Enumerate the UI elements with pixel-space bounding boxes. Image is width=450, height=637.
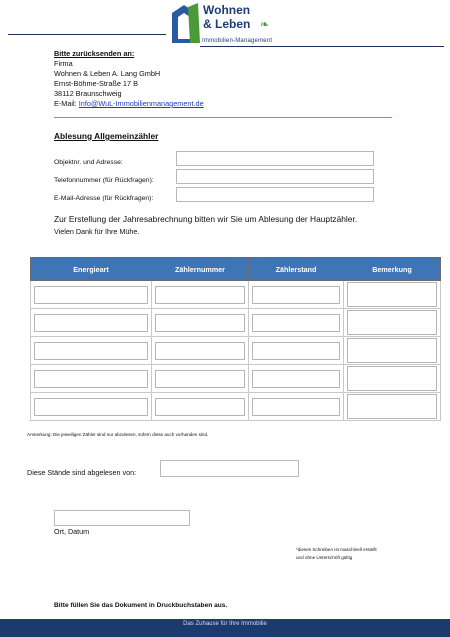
object-address-label: Objektnr. und Adresse: <box>54 159 123 166</box>
address-line-1: Firma <box>54 59 73 68</box>
meter-number-input[interactable] <box>155 370 245 388</box>
address-line-3: Ernst-Böhme-Straße 17 B <box>54 79 138 88</box>
header-remark: Bemerkung <box>344 258 441 281</box>
table-cell-remark <box>344 337 441 365</box>
email-address-field[interactable] <box>176 187 374 202</box>
meter-number-input[interactable] <box>155 342 245 360</box>
top-rule-left <box>8 34 166 35</box>
table-cell-energy-type <box>31 337 152 365</box>
table-cell-remark <box>344 365 441 393</box>
meter-number-input[interactable] <box>155 398 245 416</box>
meter-reading-input[interactable] <box>252 398 340 416</box>
table-header-row <box>31 258 441 281</box>
table-cell-energy-type <box>31 309 152 337</box>
place-date-field[interactable] <box>54 510 190 526</box>
email-label: E-Mail: <box>54 99 79 108</box>
table-cell-meter-reading <box>249 281 344 309</box>
table-row <box>31 365 441 393</box>
table-cell-meter-reading <box>249 337 344 365</box>
remark-input[interactable] <box>347 310 437 335</box>
remark-input[interactable] <box>347 366 437 391</box>
table-note: Anmerkung: Die jeweiligen Zähler sind nur abzulesen, sofern diese auch vorhanden sind. <box>27 432 209 437</box>
energy-type-input[interactable] <box>34 370 148 388</box>
table-cell-energy-type <box>31 365 152 393</box>
remark-input[interactable] <box>347 394 437 419</box>
table-cell-energy-type <box>31 393 152 421</box>
table-cell-meter-reading <box>249 309 344 337</box>
header-meter-reading: Zählerstand <box>249 258 344 281</box>
energy-type-input[interactable] <box>34 342 148 360</box>
table-cell-remark <box>344 393 441 421</box>
energy-type-input[interactable] <box>34 398 148 416</box>
place-date-label: Ort, Datum <box>54 527 90 536</box>
object-address-field[interactable] <box>176 151 374 166</box>
table-cell-meter-reading <box>249 393 344 421</box>
meter-number-input[interactable] <box>155 314 245 332</box>
thanks-text: Vielen Dank für Ihre Mühe. <box>54 227 140 236</box>
table-cell-meter-reading <box>249 365 344 393</box>
remark-input[interactable] <box>347 338 437 363</box>
top-rule-right <box>200 46 444 47</box>
machine-note-line1: *dieses Schreiben ist maschinell erstellt <box>296 547 377 552</box>
phone-field[interactable] <box>176 169 374 184</box>
energy-type-input[interactable] <box>34 314 148 332</box>
meter-number-input[interactable] <box>155 286 245 304</box>
email-link[interactable]: Info@WuL-Immobilienmanagement.de <box>78 99 204 108</box>
bottom-instruction: Bitte füllen Sie das Dokument in Druckbuchstaben aus. <box>54 602 228 609</box>
address-line-2: Wohnen & Leben A. Lang GmbH <box>54 69 161 78</box>
remark-input[interactable] <box>347 282 437 307</box>
meter-table <box>30 257 441 421</box>
intro-text: Zur Erstellung der Jahresabrechnung bitten wir Sie um Ablesung der Hauptzähler. <box>54 214 358 224</box>
table-cell-meter-number <box>152 365 249 393</box>
read-by-label: Diese Stände sind abgelesen von: <box>27 468 137 477</box>
meter-reading-input[interactable] <box>252 370 340 388</box>
table-row <box>31 337 441 365</box>
header-meter-number: Zählernummer <box>152 258 249 281</box>
meter-reading-input[interactable] <box>252 342 340 360</box>
footer-slogan: Das Zuhause für Ihre Immobilie <box>183 621 267 627</box>
table-cell-meter-number <box>152 393 249 421</box>
table-cell-remark <box>344 281 441 309</box>
document-title: Ablesung Allgemeinzähler <box>54 131 159 141</box>
logo-leaf-shape <box>188 3 200 43</box>
header-energy-type: Energieart <box>31 258 152 281</box>
energy-type-input[interactable] <box>34 286 148 304</box>
leaf-icon: ❧ <box>260 19 270 31</box>
phone-label: Telefonnummer (für Rückfragen): <box>54 177 154 184</box>
logo-text-line2: & Leben <box>203 17 251 31</box>
table-row <box>31 393 441 421</box>
logo-house-door <box>178 13 190 39</box>
table-cell-meter-number <box>152 337 249 365</box>
table-cell-meter-number <box>152 309 249 337</box>
machine-note-line2: und ohne Unterschrift gültig <box>296 555 353 560</box>
table-row <box>31 309 441 337</box>
meter-reading-input[interactable] <box>252 314 340 332</box>
meter-reading-input[interactable] <box>252 286 340 304</box>
logo-text-line1: Wohnen <box>203 3 251 17</box>
read-by-field[interactable] <box>160 460 299 477</box>
address-line-4: 38112 Braunschweig <box>54 89 122 98</box>
return-address-heading: Bitte zurücksenden an: <box>54 49 135 58</box>
logo-subline: Immobilien-Management <box>202 38 273 44</box>
table-cell-remark <box>344 309 441 337</box>
green-divider <box>54 117 392 118</box>
email-address-label: E-Mail-Adresse (für Rückfragen): <box>54 195 154 202</box>
table-cell-meter-number <box>152 281 249 309</box>
table-row <box>31 281 441 309</box>
address-email-row <box>54 99 204 109</box>
table-cell-energy-type <box>31 281 152 309</box>
